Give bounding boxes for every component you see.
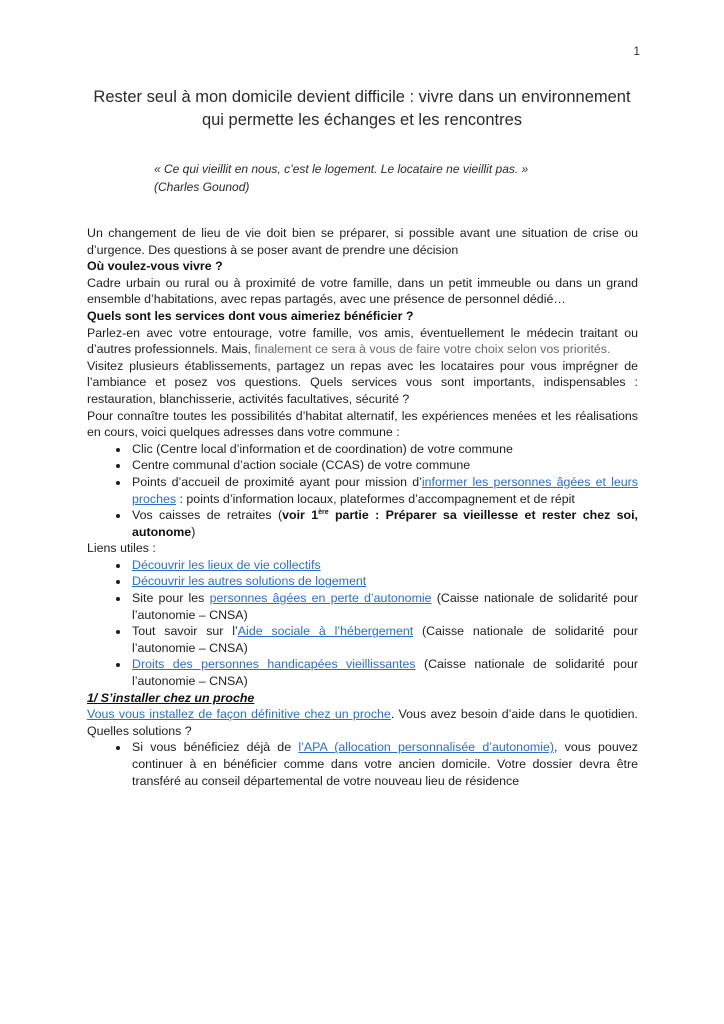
quote-text: « Ce qui vieillit en nous, c’est le logement. Le locataire ne vieillit pas. »	[154, 162, 529, 176]
list-item-text: : points d’information locaux, plateformes d’accompagnement et de répit	[176, 491, 575, 506]
list-item	[130, 573, 638, 590]
list-item-text: (Caisse nationale de solidarité pour l’autonomie – CNSA)	[132, 591, 638, 622]
services-paragraph-3: Pour connaître toutes les possibilités d’habitat alternatif, les expériences menées et les réalisations en cours, voici quelques adresses dans votre commune :	[87, 408, 638, 440]
list-item	[130, 623, 638, 656]
services-paragraph-1	[87, 325, 638, 358]
link-solutions-de-logement[interactable]: Découvrir les autres solutions de logement	[132, 574, 367, 589]
ordinal-superscript: ère	[318, 508, 329, 516]
link-perte-autonomie[interactable]: personnes âgées en perte d’autonomie	[209, 591, 432, 606]
epigraph-quote	[154, 160, 624, 196]
link-personnes-handicapees[interactable]: Droits des personnes handicapées vieillissantes	[132, 657, 416, 672]
services-address-list	[87, 441, 638, 541]
list-item-text: Points d’accueil de proximité ayant pour mission d’	[132, 474, 422, 489]
list-item-text: , vous pouvez continuer à en bénéficier comme dans votre ancien domicile. Votre dossier devra être transféré au conseil départemental de votre nouveau lieu de résidence	[132, 740, 638, 788]
services-heading: Quels sont les services dont vous aimeriez bénéficier ?	[87, 308, 414, 323]
cross-reference-text: partie : Préparer sa vieillesse et rester chez soi, autonome	[132, 508, 639, 539]
list-item	[130, 739, 638, 789]
paragraph-text: . Vous avez besoin d’aide dans le quotidien. Quelles solutions ?	[87, 707, 639, 738]
list-item-text: (Caisse nationale de solidarité pour l’autonomie – CNSA)	[132, 657, 638, 689]
list-item	[130, 507, 638, 540]
services-paragraph-2: Visitez plusieurs établissements, partagez un repas avec les locataires pour vous imprégner de l’ambiance et posez vos questions. Quels services vous sont importants, indispensables : restauration, blanchisserie, activités facultatives, sécurité ?	[87, 358, 638, 406]
list-item-text: Vos caisses de retraites (	[132, 508, 283, 523]
list-item	[130, 474, 638, 507]
list-item	[130, 656, 638, 689]
section-1-list	[87, 739, 638, 789]
list-item-text: (Caisse nationale de solidarité pour l’autonomie – CNSA)	[132, 624, 638, 655]
services-p1-text: Parlez-en avec votre entourage, votre famille, vos amis, éventuellement le médecin traitant ou d’autres professionnels. Mais,	[87, 325, 638, 357]
link-apa[interactable]: l’APA (allocation personnalisée d’autonomie)	[298, 740, 554, 755]
list-item-text: Site pour les	[132, 591, 210, 606]
link-informer-personnes-agees[interactable]: informer les personnes âgées et leurs proches	[132, 474, 638, 506]
list-item	[130, 590, 638, 623]
link-installer-chez-proche[interactable]: Vous vous installez de façon définitive chez un proche	[87, 707, 391, 722]
list-item-text: Tout savoir sur l’	[132, 624, 238, 639]
section-1-paragraph	[87, 706, 638, 739]
where-heading: Où voulez-vous vivre ?	[87, 259, 223, 274]
page-number: 1	[633, 44, 640, 58]
list-item	[130, 557, 638, 574]
document-body	[87, 225, 638, 789]
quote-author: (Charles Gounod)	[154, 180, 250, 194]
links-heading: Liens utiles :	[87, 541, 156, 556]
list-item-text: )	[191, 524, 196, 539]
cross-reference-text: voir 1	[282, 508, 319, 523]
useful-links-list	[87, 557, 638, 690]
link-aide-sociale-hebergement[interactable]: Aide sociale à l’hébergement	[237, 624, 414, 639]
intro-paragraph: Un changement de lieu de vie doit bien se préparer, si possible avant une situation de crise ou d’urgence. Des questions à se poser avant de prendre une décision	[87, 226, 638, 257]
link-lieux-de-vie-collectifs[interactable]: Découvrir les lieux de vie collectifs	[132, 557, 321, 572]
services-p1-gray-text: finalement ce sera à vous de faire votre choix selon vos priorités.	[254, 342, 611, 357]
list-item: • Clic (Centre local d’information et de coordination) de votre commune	[130, 441, 638, 458]
section-1-heading: 1/ S’installer chez un proche	[87, 690, 255, 705]
where-paragraph: Cadre urbain ou rural ou à proximité de votre famille, dans un petit immeuble ou dans un grand ensemble d’habitations, avec repas partagés, avec une présence de personnel dédié…	[87, 275, 638, 307]
list-item-text: Si vous bénéficiez déjà de	[132, 740, 299, 755]
page-title: Rester seul à mon domicile devient difficile : vivre dans un environnement qui permette les échanges et les rencontres	[93, 88, 631, 129]
list-item: • Centre communal d’action sociale (CCAS) de votre commune	[130, 457, 638, 474]
